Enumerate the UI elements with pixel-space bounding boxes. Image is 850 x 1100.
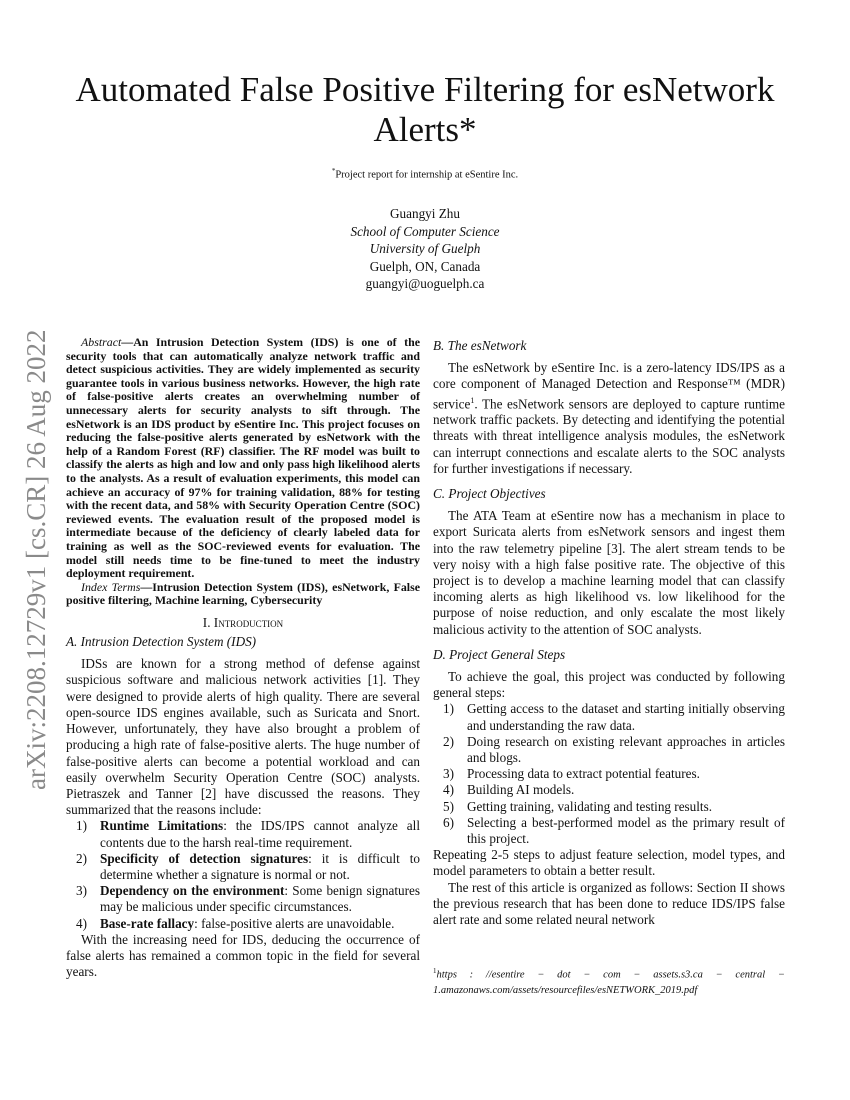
list-number: 3) <box>443 766 454 782</box>
author-name: Guangyi Zhu <box>390 206 460 221</box>
list-number: 6) <box>443 814 454 830</box>
list-item-text: Selecting a best-performed model as the primary result of this project. <box>467 814 785 847</box>
title-footnote-text: Project report for internship at eSentire Inc. <box>335 169 519 181</box>
list-item-bold: Runtime Limitations <box>100 818 224 834</box>
paragraph-steps-intro: To achieve the goal, this project was conducted by following general steps: <box>433 669 785 701</box>
section-title: Introduction <box>213 614 284 630</box>
author-department: School of Computer Science <box>350 223 500 239</box>
footnote-mark: 1 <box>433 967 437 975</box>
title-line-2: Alerts* <box>373 110 477 149</box>
right-column <box>433 336 785 928</box>
reasons-list <box>66 818 420 931</box>
list-item-text: Building AI models. <box>467 782 575 798</box>
paragraph-esnetwork-end: . The esNetwork sensors are deployed to capture runtime network traffic packets. By detecting and identifying the potential threats with threat intelligence analysis modules, the esNetwork can interrupt connections and escalate alerts to the SOC analysts for further investigations if necessary. <box>433 396 785 476</box>
arxiv-identifier: arXiv:2208.12729v1 [cs.CR] 26 Aug 2022 <box>21 329 51 790</box>
author-location: Guelph, ON, Canada <box>369 258 481 274</box>
index-terms-lead: Index Terms <box>81 579 141 594</box>
subsection-heading-c: C. Project Objectives <box>433 486 546 502</box>
index-terms-text: —Intrusion Detection System (IDS), esNetwork, False positive filtering, Machine learning, Cybersecurity <box>66 579 420 608</box>
list-item-text: Getting access to the dataset and starting initially observing and understanding the raw data. <box>467 701 785 733</box>
author-university: University of Guelph <box>369 241 481 256</box>
list-number: 3) <box>76 883 87 899</box>
paragraph-esnetwork <box>433 360 785 477</box>
left-column <box>66 336 420 980</box>
abstract-lead: Abstract <box>81 335 122 349</box>
paragraph-repeat-steps: Repeating 2-5 steps to adjust feature selection, model types, and model parameters to obtain a better result. <box>433 847 785 879</box>
paragraph-esnetwork-start: The esNetwork by eSentire Inc. is a zero-latency IDS/IPS as a core component of Managed Detection and Response™ (MDR) service <box>433 360 785 411</box>
list-item-text: : the IDS/IPS cannot analyze all contents due to the harsh real-time requirement. <box>100 818 420 850</box>
list-item-text: Processing data to extract potential features. <box>467 766 700 782</box>
paragraph-ids-closing: With the increasing need for IDS, deducing the occurrence of false alerts has remained a common topic in the field for several years. <box>66 931 420 980</box>
footnote <box>433 964 785 998</box>
list-number: 2) <box>76 850 87 866</box>
paragraph-ids: IDSs are known for a strong method of defense against suspicious software and malicious network activities [1]. They were designed to provide alerts of high quality. There are several open-source IDS engines available, such as Suricata and Snort. However, unfortunately, they have also brought a problem of producing a high rate of false-positive alerts. The huge number of false-positive alerts can become a potential workload and can easily overwhelm Security Operation Centre (SOC) analysts. Pietraszek and Tanner [2] have discussed the reasons. They summarized that the reasons include: <box>66 656 420 818</box>
abstract-text: —An Intrusion Detection System (IDS) is one of the security tools that can automatically analyze network traffic and detect suspicious activities. They are widely implemented as security guarantee tools in various business networks. However, the high rate of false-positive alerts creates an overwhelming number of unnecessary alerts for security analysts to sift through. The esNetwork is an IDS product by eSentire Inc. This project focuses on reducing the false-positive alerts generated by esNetwork with the help of a Random Forest (RF) classifier. The RF model was built to classify the alerts as high and low and only pass high likelihood alerts to the analysts. As a result of evaluation experiments, this model can achieve an accuracy of 97% for training validation, 88% for testing with the recent data, and 58% with Security Operation Centre (SOC) reviewed events. The evaluation result of the proposed model is intermediate because of the deficiency of clearly labeled data for training as well as the SOC-reviewed events for evaluation. The model still needs time to be fine-tuned to meet the industry deployment requirement. <box>66 335 420 581</box>
author-block <box>0 205 850 293</box>
abstract <box>66 336 420 581</box>
list-item <box>433 734 785 766</box>
subsection-heading-b: B. The esNetwork <box>433 338 527 353</box>
title-footnote <box>0 167 850 181</box>
list-item-text: : false-positive alerts are unavoidable. <box>194 915 395 931</box>
list-item <box>66 916 420 932</box>
list-item-text: : Some benign signatures may be malicious under specific circumstances. <box>100 883 420 915</box>
index-terms <box>66 581 420 608</box>
list-item-bold: Specificity of detection signatures <box>100 850 309 866</box>
title-footnote-mark: * <box>331 167 336 175</box>
list-number: 1) <box>443 701 454 717</box>
section-heading-introduction <box>66 615 420 631</box>
list-item-text: Doing research on existing relevant approaches in articles and blogs. <box>467 733 785 766</box>
footnote-url[interactable]: https : //esentire − dot − com − assets.s3.ca − central − 1.amazonaws.com/assets/resourcefiles/esNETWORK_2019.pdf <box>433 969 785 996</box>
list-item <box>66 851 420 883</box>
paper-title <box>60 70 790 150</box>
paragraph-objectives: The ATA Team at eSentire now has a mechanism in place to export Suricata alerts from esNetwork sensors and ingest them into the raw telemetry pipeline [3]. The alert stream tends to be very noisy with a high false positive rate. The objective of this project is to develop a machine learning model that can classify incoming alerts as high likelihood vs. low likelihood for the purpose of noise reduction, and only escalate the most likely malicious activity to the attention of SOC analysts. <box>433 508 785 637</box>
list-number: 2) <box>443 733 454 749</box>
paragraph-organization: The rest of this article is organized as follows: Section II shows the previous research that has been done to reduce IDS/IPS false alert rate and some related neural network <box>433 879 785 928</box>
title-line-1: Automated False Positive Filtering for esNetwork <box>75 70 775 109</box>
list-item <box>433 782 785 798</box>
list-item <box>433 815 785 847</box>
list-item-bold: Base-rate fallacy <box>100 915 195 931</box>
list-number: 1) <box>76 818 87 834</box>
author-email[interactable]: guangyi@uoguelph.ca <box>365 276 485 291</box>
list-item <box>433 766 785 782</box>
steps-list <box>433 701 785 847</box>
list-item <box>66 818 420 850</box>
list-item-bold: Dependency on the environment <box>100 883 285 899</box>
subsection-heading-d: D. Project General Steps <box>433 646 566 662</box>
list-number: 4) <box>443 782 454 798</box>
section-number: I. <box>202 614 211 630</box>
list-number: 5) <box>443 798 454 814</box>
list-number: 4) <box>76 915 87 931</box>
list-item <box>433 799 785 815</box>
footnote-ref[interactable]: 1 <box>470 395 475 405</box>
subsection-heading-a: A. Intrusion Detection System (IDS) <box>66 634 257 650</box>
list-item-text: : it is difficult to determine whether a signature is normal or not. <box>100 850 420 882</box>
list-item <box>433 701 785 733</box>
list-item <box>66 883 420 915</box>
list-item-text: Getting training, validating and testing results. <box>467 798 713 814</box>
